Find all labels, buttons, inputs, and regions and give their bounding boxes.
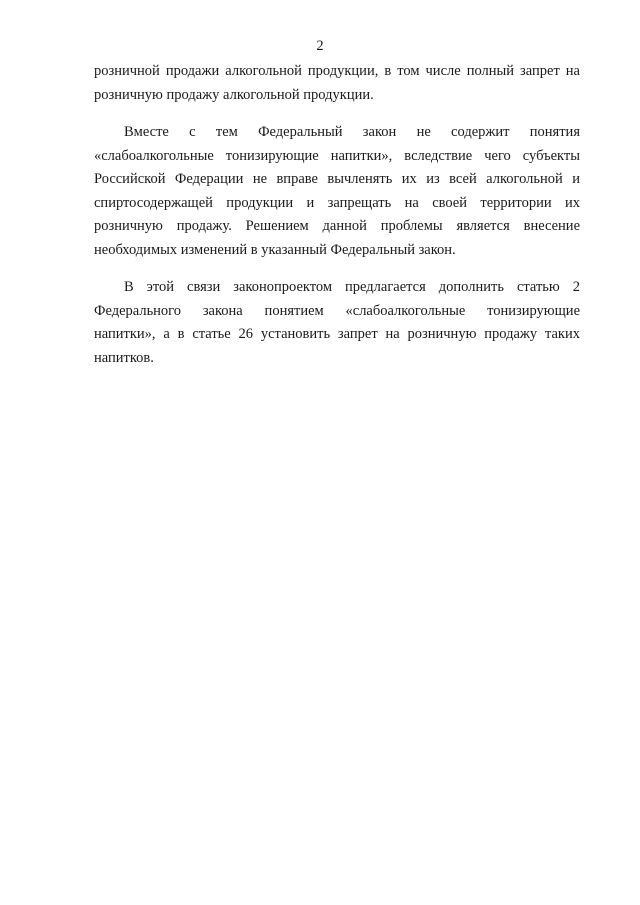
text-line: розничную продажу алкогольной продукции. <box>94 86 374 103</box>
text-line: Российской Федерации не вправе вычленять их из всей алкогольной и <box>94 171 580 187</box>
text-line: розничную продажу. Решением данной проблемы является внесение <box>94 218 580 234</box>
paragraph-2 <box>94 121 580 262</box>
page-number: 2 <box>316 38 324 54</box>
text-line: необходимых изменений в указанный Федеральный закон. <box>94 241 456 258</box>
paragraph-1 <box>94 60 580 107</box>
text-line: розничной продажи алкогольной продукции, в том числе полный запрет на <box>94 63 580 79</box>
text-line: В этой связи законопроектом предлагается дополнить статью 2 <box>124 279 580 295</box>
text-line: напитки», а в статье 26 установить запрет на розничную продажу таких <box>94 326 580 342</box>
text-line: Вместе с тем Федеральный закон не содержит понятия <box>124 124 580 140</box>
document-body <box>94 60 580 370</box>
text-line: напитков. <box>94 349 154 366</box>
paragraph-3 <box>94 276 580 370</box>
text-line: «слабоалкогольные тонизирующие напитки», вследствие чего субъекты <box>94 147 580 164</box>
text-line: спиртосодержащей продукции и запрещать на своей территории их <box>94 194 580 211</box>
text-line: Федерального закона понятием «слабоалкогольные тонизирующие <box>94 302 580 319</box>
